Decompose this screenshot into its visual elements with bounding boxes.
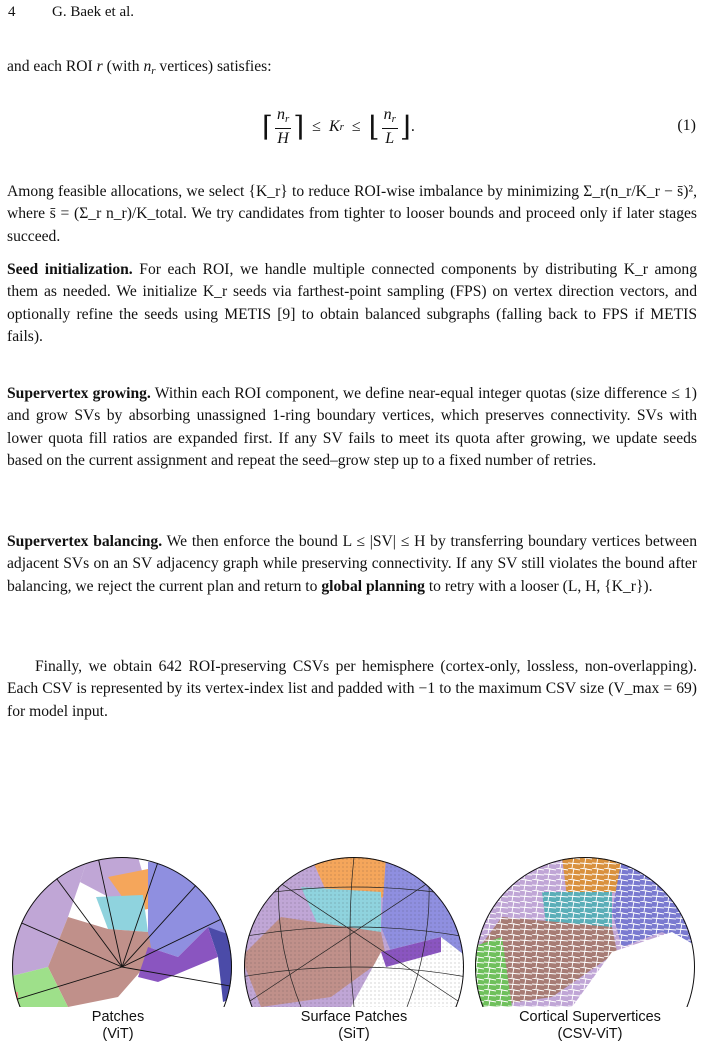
paragraph-supervertex-growing: Supervertex growing. Within each ROI component, we define near-equal integer quotas (size difference ≤ 1) and grow SVs by absorbing unassigned 1-ring boundary vertices, which preserves connectivity. SVs with lower quota fill ratios are expanded first. If any SV fails to meet its quota after growing, we update seeds based on the current assignment and repeat the seed–grow step up to a fixed number of retries.: [7, 385, 697, 470]
equation-number: (1): [677, 117, 696, 134]
heading-supervertex-balancing: Supervertex balancing.: [7, 533, 163, 550]
paragraph-allocation: Among feasible allocations, we select {K_r} to reduce ROI-wise imbalance by minimizing Σ_r(n_r/K_r − s̄)², where s̄ = (Σ_r n_r)/K_total. We try candidates from tighter to looser bounds and proceed only if later stages succeed.: [7, 183, 697, 245]
paragraph-final: Finally, we obtain 642 ROI-preserving CSVs per hemisphere (cortex-only, lossless, non-overlapping). Each CSV is represented by its vertex-index list and padded with −1 to the maximum CSV size (V_max = 69) for model input.: [7, 658, 697, 720]
figure-spheres: [0, 857, 704, 1047]
caption-surface-patches: Surface Patches (SiT): [300, 1009, 408, 1042]
sphere-surface-patches-sit: [241, 857, 467, 1007]
heading-seed-initialization: Seed initialization.: [7, 261, 133, 278]
intro-line: and each ROI r (with $n_r$ vertices) satisfies:: [7, 58, 272, 77]
region-pink: [8, 992, 18, 1007]
caption-cortical-supervertices: Cortical Supervertices (CSV-ViT): [519, 1009, 661, 1042]
equation-1: [0, 102, 704, 152]
sphere-patches-vit: [8, 857, 236, 1007]
paragraph-supervertex-balancing: Supervertex balancing. We then enforce the bound L ≤ |SV| ≤ H by transferring boundary vertices between adjacent SVs on an SV adjacency graph while preserving connectivity. If any SV still violates the bound after balancing, we reject the current plan and return to global planning to retry with a looser (L, H, {K_r}).: [7, 533, 698, 595]
running-authors: G. Baek et al.: [52, 4, 135, 20]
sphere-cortical-supervertices: [472, 857, 698, 1007]
bold-global-planning: global planning: [321, 577, 425, 595]
equation-body: ⌈ $\frac{n_r}{H}$ ⌉ ≤ K r ≤ ⌊ $\frac{n_r}{L}$ ⌋ .: [262, 105, 415, 147]
heading-supervertex-growing: Supervertex growing.: [7, 385, 151, 402]
page-number: 4: [8, 4, 16, 20]
page-header: [8, 4, 134, 21]
paragraph-seed-initialization: Seed initialization. For each ROI, we handle multiple connected components by distributing K_r among them as needed. We initialize K_r seeds via farthest-point sampling (FPS) on vertex direction vectors, and optionally refine the seeds using METIS [9] to obtain balanced subgraphs (falling back to FPS if METIS fails).: [7, 261, 697, 346]
caption-patches: Patches (ViT): [91, 1009, 145, 1042]
